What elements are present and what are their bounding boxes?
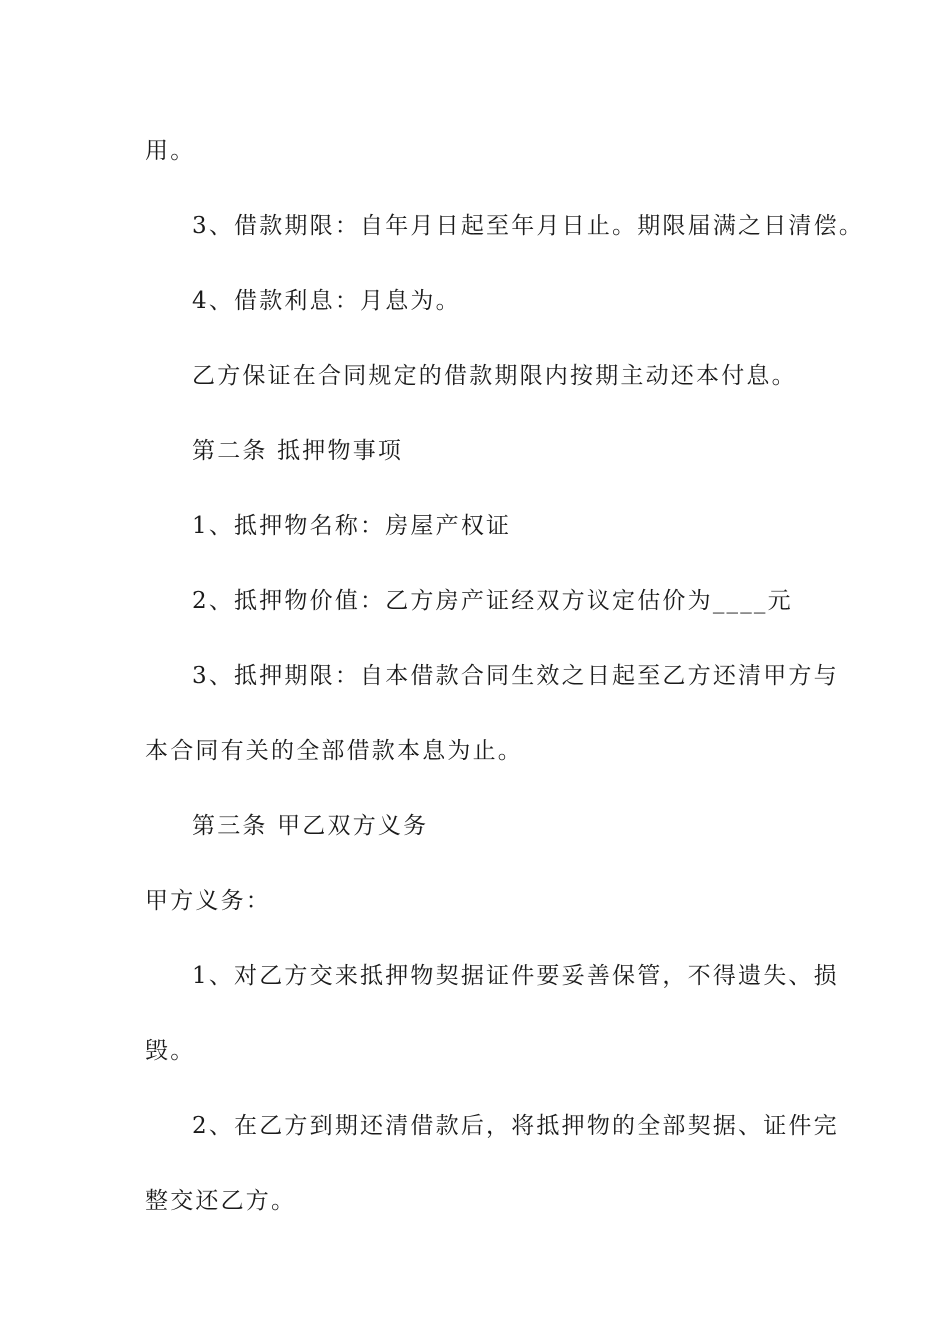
text-line-13: 毁。: [145, 1038, 196, 1064]
text-line-8: 3、抵押期限：自本借款合同生效之日起至乙方还清甲方与: [192, 663, 839, 689]
text-line-3: 4、借款利息：月息为。: [192, 288, 461, 314]
text-line-11: 甲方义务：: [145, 888, 271, 914]
text-line-1: 用。: [145, 138, 196, 164]
text-line-7: 2、抵押物价值：乙方房产证经双方议定估价为____元: [192, 588, 793, 614]
section-heading-3: 第三条 甲乙双方义务: [192, 813, 429, 839]
text-line-2: 3、借款期限：自年月日起至年月日止。期限届满之日清偿。: [192, 213, 865, 239]
text-line-9: 本合同有关的全部借款本息为止。: [145, 738, 523, 764]
text-line-15: 整交还乙方。: [145, 1188, 297, 1214]
section-heading-2: 第二条 抵押物事项: [192, 438, 404, 464]
text-line-14: 2、在乙方到期还清借款后，将抵押物的全部契据、证件完: [192, 1113, 839, 1139]
text-line-4: 乙方保证在合同规定的借款期限内按期主动还本付息。: [192, 363, 797, 389]
text-line-6: 1、抵押物名称：房屋产权证: [192, 513, 512, 539]
text-line-12: 1、对乙方交来抵押物契据证件要妥善保管，不得遗失、损: [192, 963, 839, 989]
